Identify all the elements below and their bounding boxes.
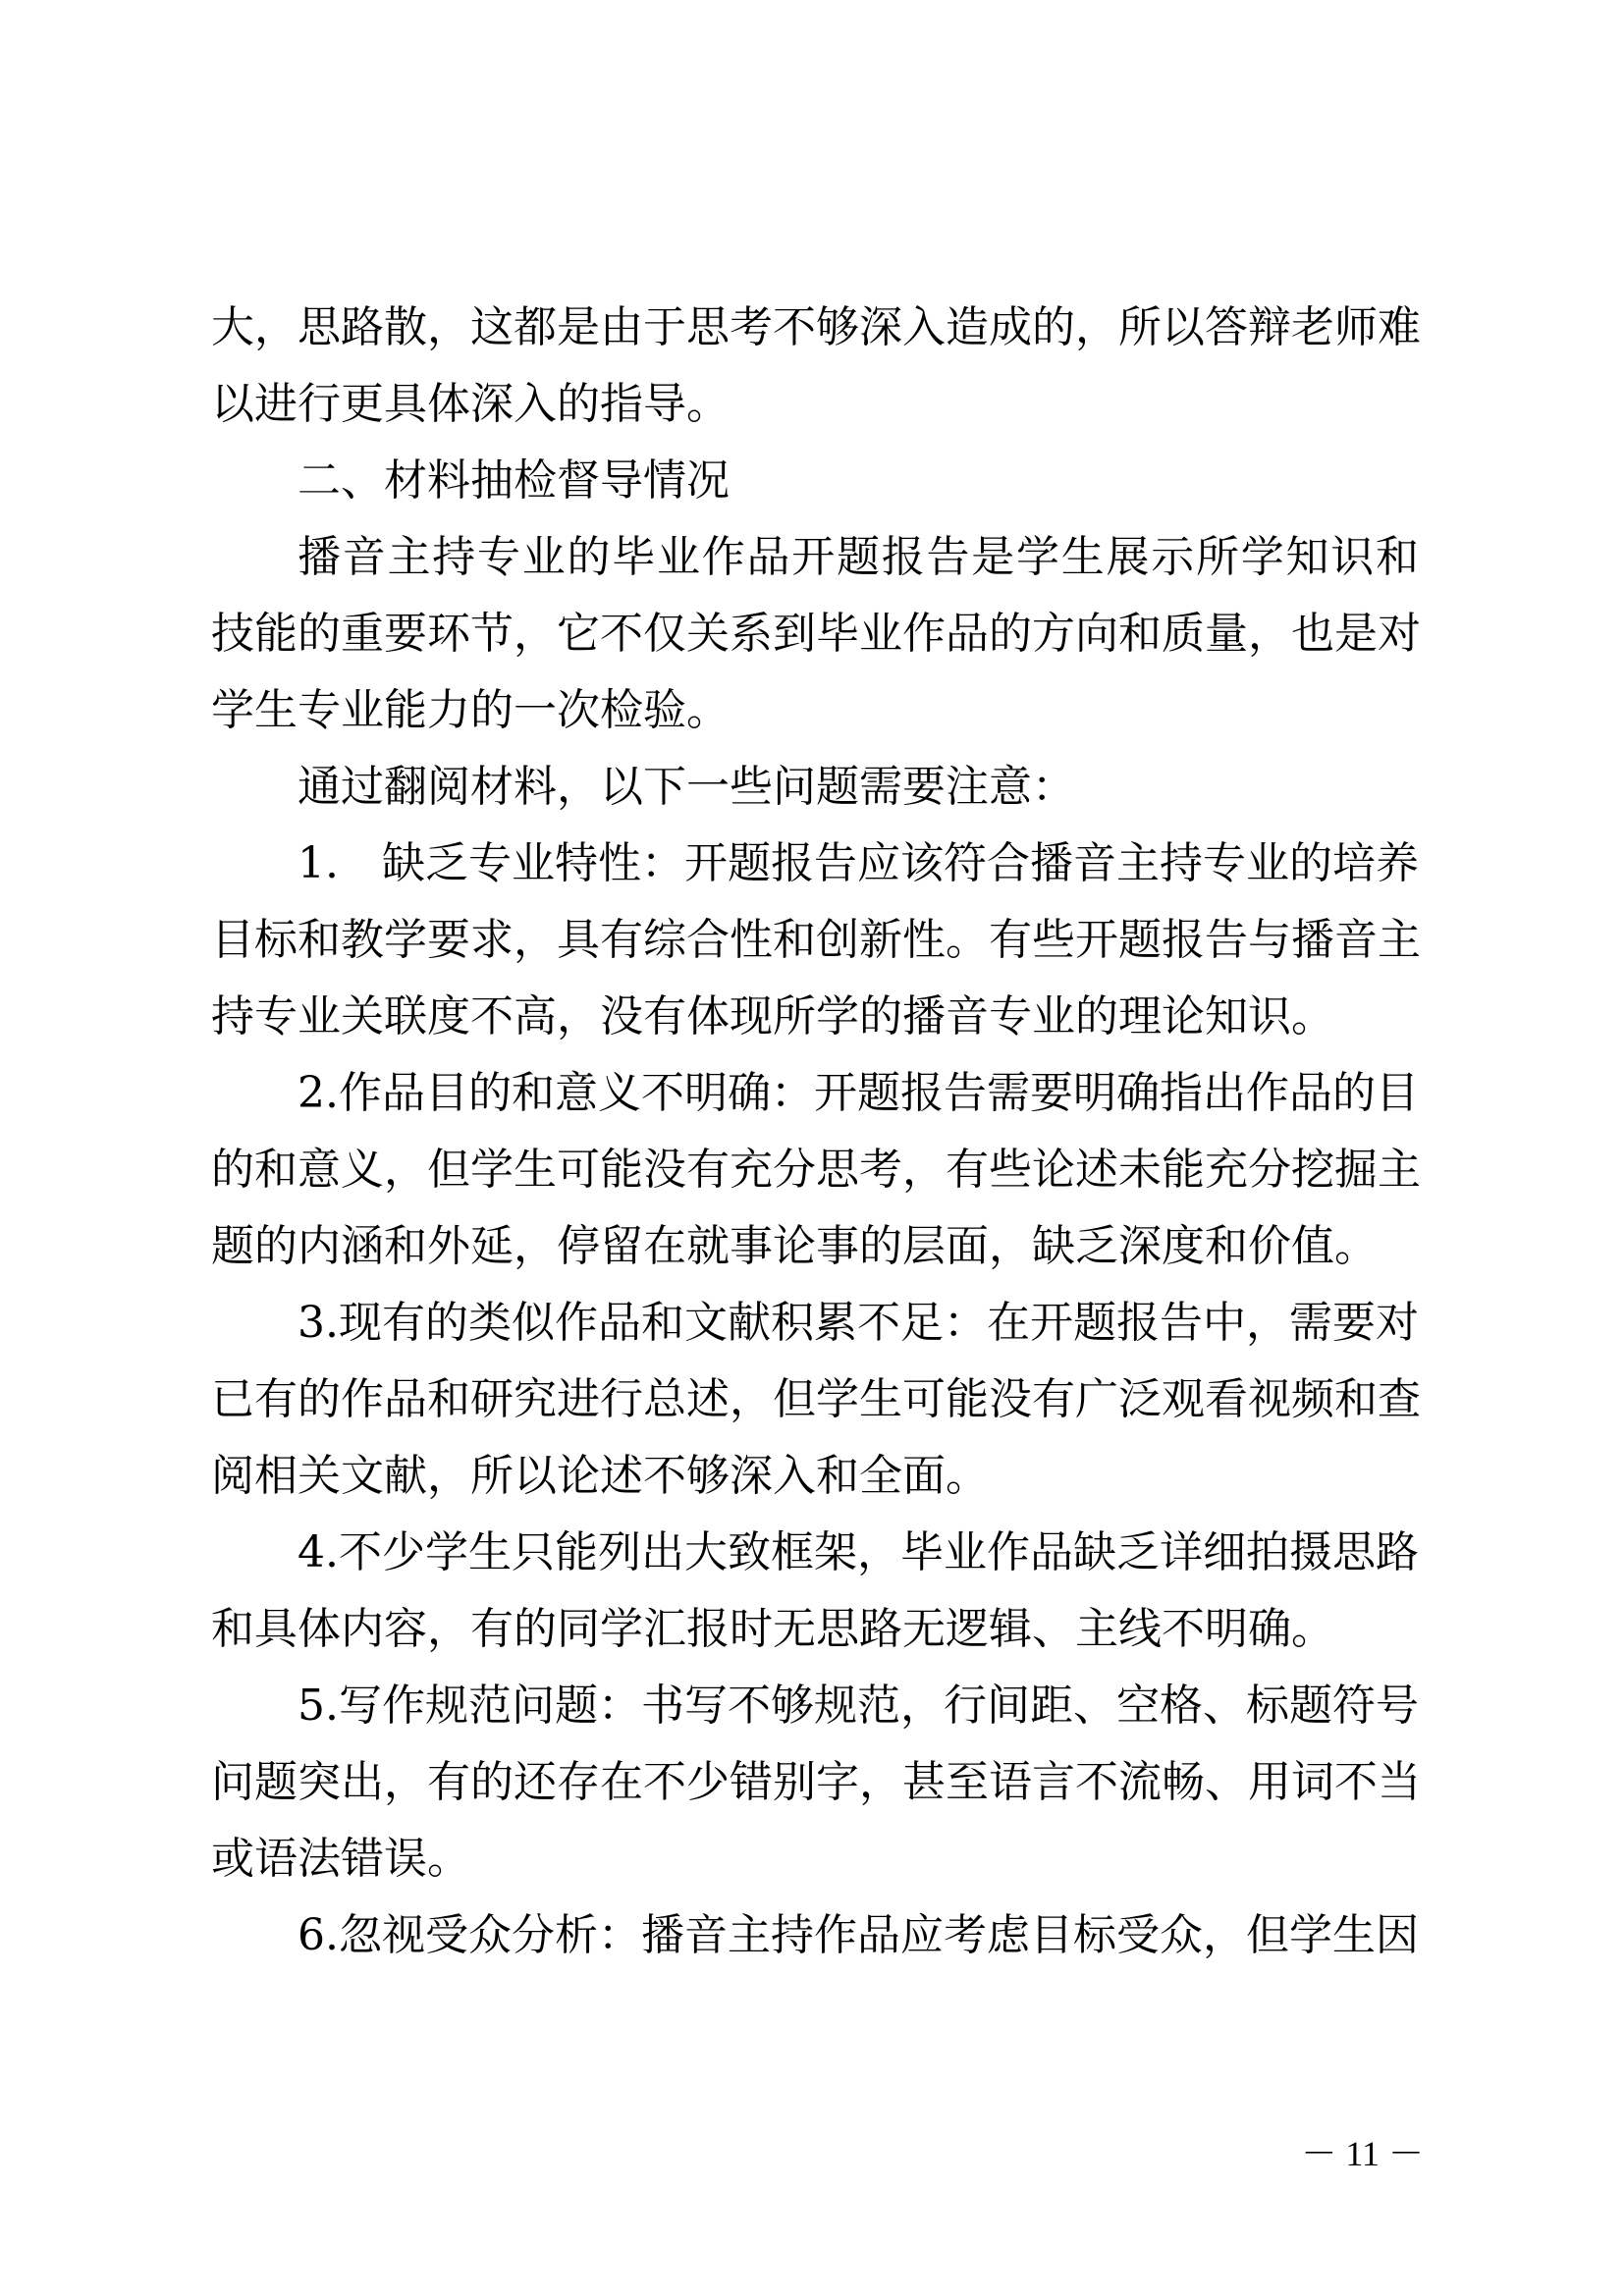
text-line: 题的内涵和外延，停留在就事论事的层面，缺乏深度和价值。 (211, 1221, 1378, 1271)
list-item-3: 3.现有的类似作品和文献积累不足：在开题报告中，需要对 (298, 1298, 1419, 1348)
section-heading: 二、材料抽检督导情况 (298, 455, 730, 506)
text-line: 目标和教学要求，具有综合性和创新性。有些开题报告与播音主 (211, 915, 1421, 965)
list-item-2: 2.作品目的和意义不明确：开题报告需要明确指出作品的目 (298, 1068, 1419, 1118)
list-item-6: 6.忽视受众分析：播音主持作品应考虑目标受众，但学生因 (298, 1910, 1419, 1960)
text-line: 和具体内容，有的同学汇报时无思路无逻辑、主线不明确。 (211, 1604, 1334, 1654)
list-item-1: 1. 缺乏专业特性：开题报告应该符合播音主持专业的培养 (298, 838, 1419, 888)
text-line: 通过翻阅材料，以下一些问题需要注意： (298, 762, 1075, 812)
text-line: 的和意义，但学生可能没有充分思考，有些论述未能充分挖掘主 (211, 1145, 1421, 1195)
text-line: 持专业关联度不高，没有体现所学的播音专业的理论知识。 (211, 991, 1334, 1041)
list-item-5: 5.写作规范问题：书写不够规范，行间距、空格、标题符号 (298, 1681, 1419, 1731)
list-item-4: 4.不少学生只能列出大致框架，毕业作品缺乏详细拍摄思路 (298, 1527, 1419, 1577)
text-line: 阅相关文献，所以论述不够深入和全面。 (211, 1451, 989, 1501)
text-line: 以进行更具体深入的指导。 (211, 379, 730, 429)
page-number: － 11 － (1301, 2134, 1424, 2173)
text-line: 学生专业能力的一次检验。 (211, 685, 730, 735)
text-line: 技能的重要环节，它不仅关系到毕业作品的方向和质量，也是对 (211, 609, 1421, 659)
body-text (211, 290, 1419, 1974)
text-line: 或语法错误。 (211, 1834, 470, 1884)
text-line: 已有的作品和研究进行总述，但学生可能没有广泛观看视频和查 (211, 1374, 1421, 1424)
text-line: 问题突出，有的还存在不少错别字，甚至语言不流畅、用词不当 (211, 1757, 1421, 1807)
text-line: 播音主持专业的毕业作品开题报告是学生展示所学知识和 (298, 532, 1419, 582)
text-line: 大，思路散，这都是由于思考不够深入造成的，所以答辩老师难 (211, 302, 1421, 352)
